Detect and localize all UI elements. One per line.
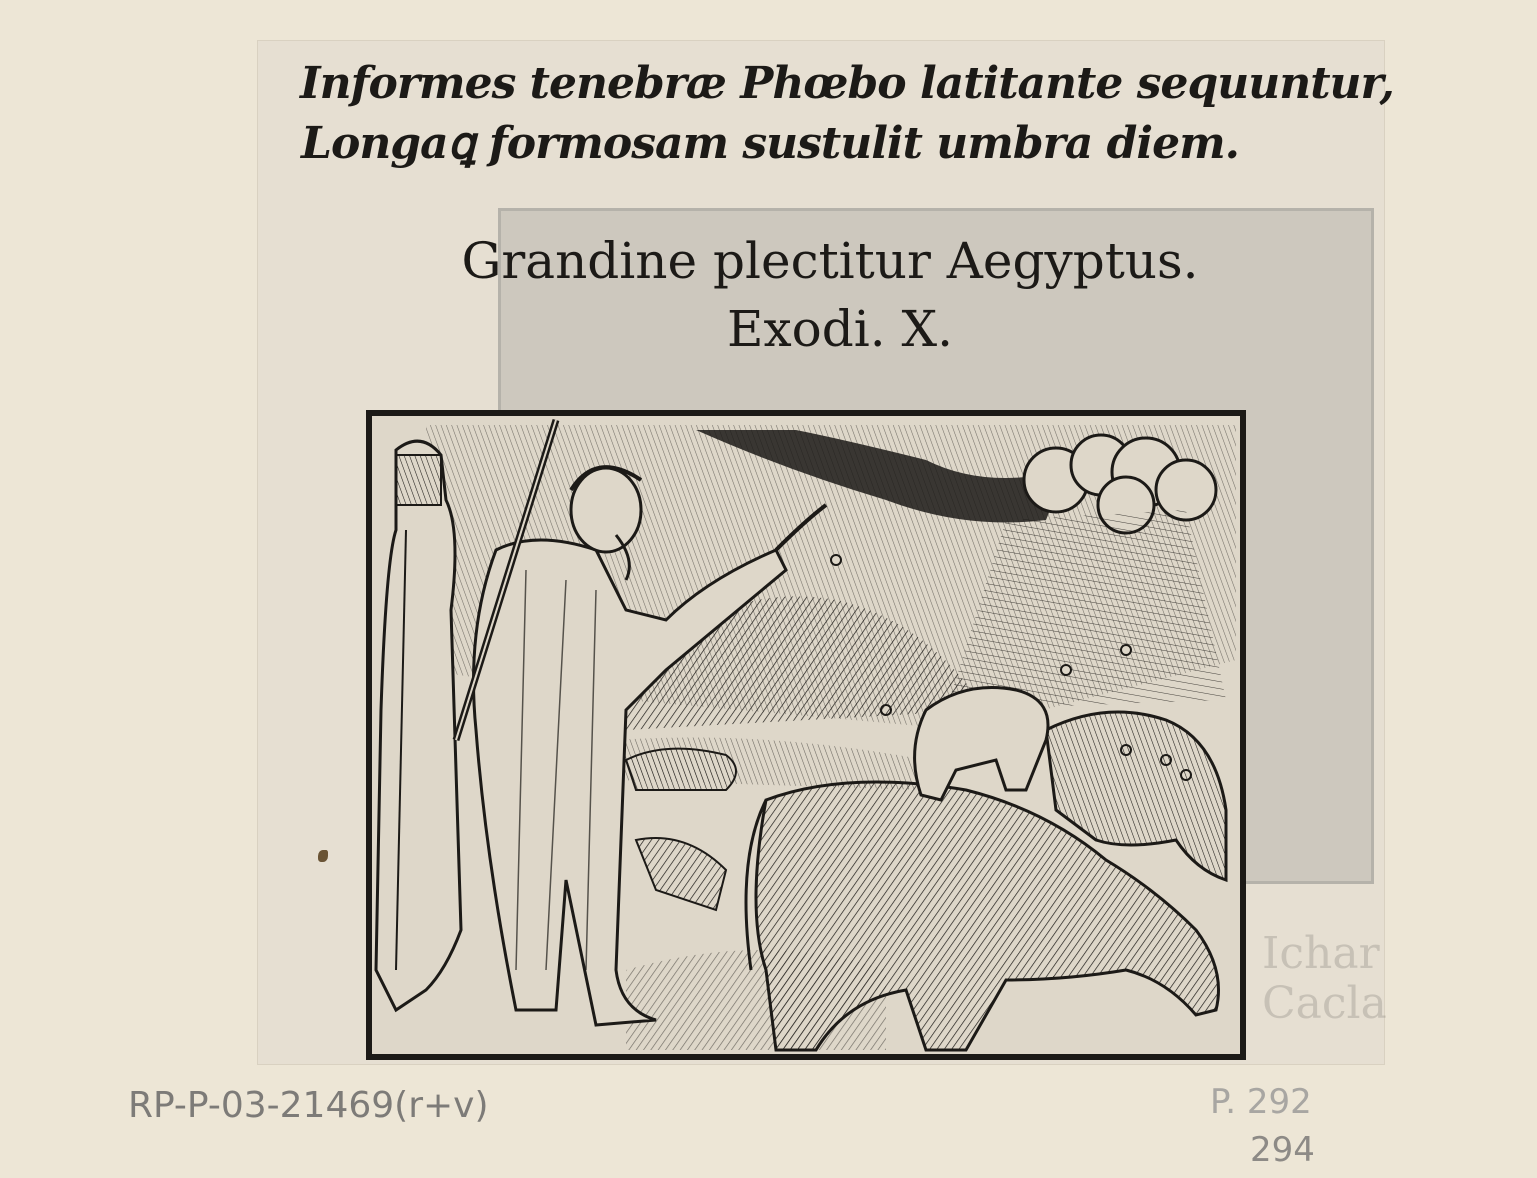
page-reference-2: 294 [1250,1130,1315,1170]
print-title: Grandine plectitur Aegyptus. [461,232,1199,290]
verse-line-2: Longaꝗ formosam sustulit umbra diem. [301,118,1239,169]
inventory-number: RP-P-03-21469(r+v) [128,1085,489,1126]
page-reference-1: P. 292 [1210,1082,1312,1122]
show-through-text-1: Ichar [1262,928,1380,979]
show-through-text-2: Cacla [1262,978,1387,1029]
verse-line-1: Informes tenebræ Phœbo latitante sequuntur, [300,58,1394,109]
ink-blot [318,850,328,862]
woodcut-illustration [366,410,1246,1060]
print-reference: Exodi. X. [726,300,954,358]
